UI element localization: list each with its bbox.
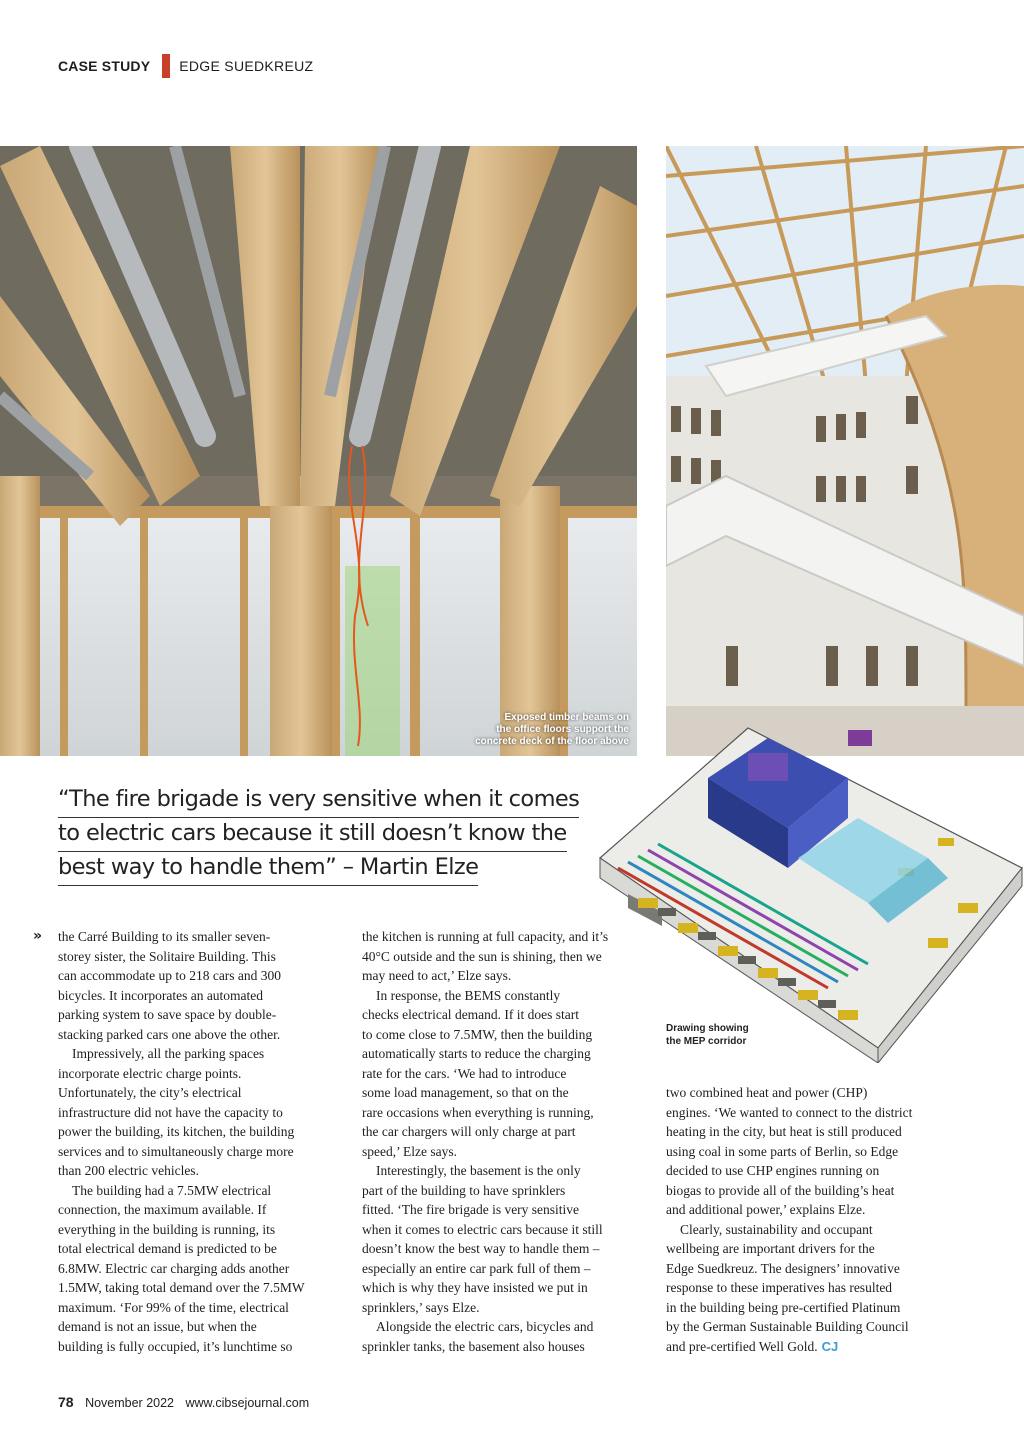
text-line: Interestingly, the basement is the only [376, 1163, 581, 1178]
text-line: two combined heat and power (CHP) [666, 1085, 868, 1100]
text-line: sprinklers,’ says Elze. [362, 1299, 480, 1315]
journal-url: www.cibsejournal.com [185, 1396, 310, 1410]
text-line: which is why they have insisted we put in [362, 1280, 588, 1295]
text-line: 40°C outside and the sun is shining, then we [362, 948, 602, 964]
text-line: Edge Suedkreuz. The designers’ innovative [666, 1260, 900, 1276]
text-line: parking system to save space by double- [58, 1007, 277, 1022]
text-line-final: and pre-certified Well Gold. [666, 1338, 818, 1354]
text-line: rate for the cars. ‘We had to introduce [362, 1065, 567, 1081]
text-line: than 200 electric vehicles. [58, 1163, 199, 1178]
pull-quote [58, 784, 588, 886]
timber-beams-photo [0, 146, 637, 756]
timber-beams-illustration [0, 146, 637, 756]
text-line: the Carré Building to its smaller seven- [58, 929, 271, 944]
text-line: part of the building to have sprinklers [362, 1182, 566, 1198]
text-line: Alongside the electric cars, bicycles and [376, 1319, 594, 1334]
text-line: doesn’t know the best way to handle them – [362, 1241, 600, 1256]
text-line: connection, the maximum available. If [58, 1202, 267, 1217]
text-line: using coal in some parts of Berlin, so Edge [666, 1143, 899, 1159]
text-line: infrastructure did not have the capacity to [58, 1104, 283, 1120]
pull-quote-line: “The fire brigade is very sensitive when it comes [58, 784, 579, 818]
issue-date: November 2022 [85, 1396, 175, 1410]
page-number: 78 [58, 1394, 74, 1410]
text-line: In response, the BEMS constantly [376, 987, 561, 1003]
text-line: total electrical demand is predicted to be [58, 1241, 277, 1256]
text-line: sprinkler tanks, the basement also houses [362, 1338, 585, 1354]
article-column-1 [58, 927, 330, 1356]
caption-line: the MEP corridor [666, 1036, 747, 1047]
atrium-photo [666, 146, 1024, 756]
text-line: can accommodate up to 218 cars and 300 [58, 968, 282, 983]
author-signoff: CJ [821, 1338, 839, 1354]
text-line: Impressively, all the parking spaces [72, 1046, 265, 1061]
running-header [58, 56, 313, 76]
atrium-illustration [666, 146, 1024, 756]
text-line: fitted. ‘The fire brigade is very sensitive [362, 1202, 580, 1217]
text-line: heating in the city, but heat is still produced [666, 1124, 902, 1139]
text-line: demand is not an issue, but when the [58, 1319, 257, 1334]
text-line: to come close to 7.5MW, then the building [362, 1026, 593, 1042]
text-line: everything in the building is running, its [58, 1221, 276, 1237]
header-divider-bar [162, 54, 170, 78]
text-line: especially an entire car park full of them – [362, 1260, 591, 1276]
section-label: CASE STUDY [58, 58, 151, 74]
caption-line: the office floors support the [496, 724, 629, 735]
text-line: incorporate electric charge points. [58, 1065, 242, 1081]
pull-quote-line: to electric cars because it still doesn’t know the [58, 818, 567, 852]
text-line: wellbeing are important drivers for the [666, 1241, 875, 1256]
text-line: and additional power,’ explains Elze. [666, 1202, 866, 1217]
text-line: biogas to provide all of the building’s heat [666, 1182, 895, 1198]
caption-line: Exposed timber beams on [504, 712, 629, 723]
text-line: may need to act,’ Elze says. [362, 968, 512, 983]
article-column-3 [666, 1083, 938, 1356]
topic-label: EDGE SUEDKREUZ [179, 58, 314, 74]
text-line [666, 1337, 938, 1357]
text-line: power the building, its kitchen, the building [58, 1124, 295, 1139]
pull-quote-line: best way to handle them” – Martin Elze [58, 852, 478, 886]
text-line: by the German Sustainable Building Council [666, 1319, 909, 1334]
text-line: 1.5MW, taking total demand over the 7.5MW [58, 1280, 305, 1295]
text-line: Clearly, sustainability and occupant [680, 1221, 873, 1237]
text-line: in the building being pre-certified Platinum [666, 1299, 901, 1315]
text-line: the kitchen is running at full capacity, and it’s [362, 929, 609, 944]
text-line: The building had a 7.5MW electrical [72, 1182, 272, 1198]
text-line: the car chargers will only charge at part [362, 1124, 576, 1139]
text-line: engines. ‘We wanted to connect to the district [666, 1104, 913, 1120]
text-line: when it comes to electric cars because it still [362, 1221, 603, 1237]
text-line: some load management, so that on the [362, 1085, 569, 1100]
text-line: 6.8MW. Electric car charging adds another [58, 1260, 290, 1276]
text-line: response to these imperatives has resulted [666, 1280, 893, 1295]
text-line: maximum. ‘For 99% of the time, electrical [58, 1299, 289, 1315]
continued-marker: » [33, 928, 43, 944]
page-footer [58, 1394, 309, 1410]
text-line: bicycles. It incorporates an automated [58, 987, 264, 1003]
text-line: services and to simultaneously charge more [58, 1143, 294, 1159]
caption-line: Drawing showing [666, 1023, 749, 1034]
mep-drawing-caption [666, 1022, 786, 1048]
text-line: rare occasions when everything is running, [362, 1104, 594, 1120]
mep-isometric-illustration [598, 718, 1024, 1063]
text-line: Unfortunately, the city’s electrical [58, 1085, 242, 1100]
text-line: speed,’ Elze says. [362, 1143, 457, 1159]
text-line: checks electrical demand. If it does start [362, 1007, 580, 1022]
text-line: decided to use CHP engines running on [666, 1163, 880, 1178]
caption-line: concrete deck of the floor above [475, 736, 629, 747]
text-line: stacking parked cars one above the other. [58, 1026, 281, 1042]
text-line: storey sister, the Solitaire Building. This [58, 948, 276, 964]
text-line: automatically starts to reduce the charging [362, 1046, 591, 1061]
text-line: building is fully occupied, it’s lunchtime so [58, 1338, 293, 1354]
mep-corridor-drawing [598, 718, 1024, 1063]
article-column-2 [362, 927, 634, 1356]
